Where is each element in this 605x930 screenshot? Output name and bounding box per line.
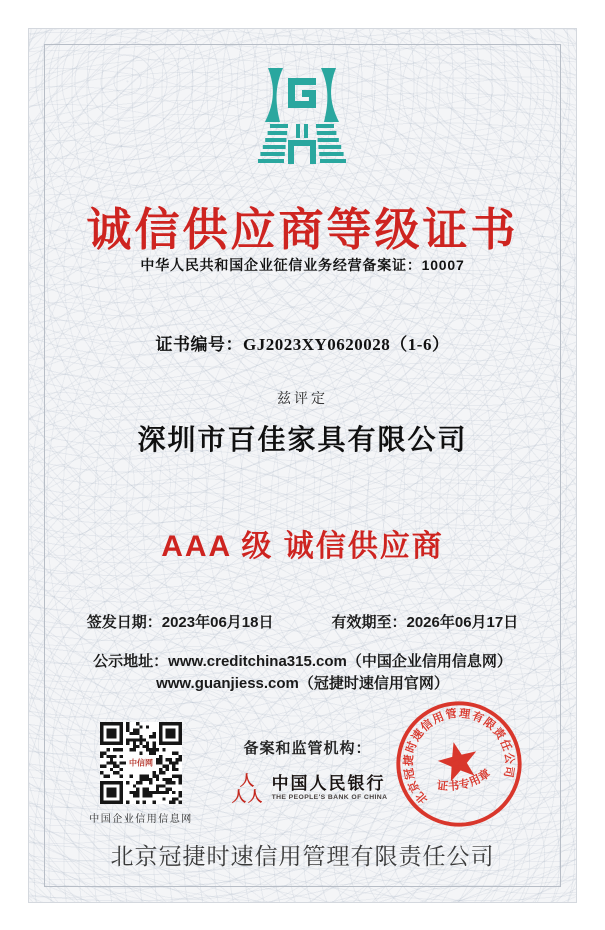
svg-text:人: 人 bbox=[247, 789, 262, 806]
certificate-number bbox=[0, 330, 605, 355]
valid-until-date: 有效期至：2026年06月17日 bbox=[331, 614, 519, 631]
page-title: 诚信供应商等级证书 bbox=[86, 204, 519, 255]
grade-title: AAA 级 诚信供应商 bbox=[161, 530, 444, 563]
qr-code bbox=[100, 722, 182, 804]
filing-subtitle: 中华人民共和国企业征信业务经营备案证：10007 bbox=[140, 257, 465, 273]
regulator-label: 备案和监管机构： bbox=[243, 741, 372, 757]
bank-name-cn: 中国人民银行 bbox=[271, 774, 386, 794]
company-name: 深圳市百佳家具有限公司 bbox=[137, 425, 468, 456]
seal-ring-text: 北京冠捷时速信用管理有限责任公司 bbox=[402, 707, 516, 806]
seal-bottom-text: 证书专用章 bbox=[436, 767, 494, 794]
certificate-number-value: GJ2023XY0620028（1-6） bbox=[243, 335, 450, 354]
logo-glyph bbox=[258, 68, 346, 164]
guanjie-logo bbox=[258, 68, 346, 166]
certificate-number-label: 证书编号： bbox=[155, 335, 244, 354]
pboc-block bbox=[218, 770, 398, 806]
address-line-2: www.guanjiess.com（冠捷时速信用官网） bbox=[156, 675, 449, 692]
bank-names bbox=[272, 774, 388, 801]
issue-date: 签发日期：2023年06月18日 bbox=[86, 614, 274, 631]
decree-text: 兹评定 bbox=[277, 392, 328, 407]
bank-name-en: THE PEOPLE'S BANK OF CHINA bbox=[271, 793, 388, 801]
footer-company-name: 北京冠捷时速信用管理有限责任公司 bbox=[110, 843, 495, 869]
svg-text:人: 人 bbox=[231, 789, 246, 806]
dates-row bbox=[0, 611, 605, 632]
address-line-1: 公示地址：www.creditchina315.com（中国企业信用信息网） bbox=[93, 653, 512, 670]
qr-center-label: 中信网 bbox=[129, 758, 153, 768]
svg-text:人: 人 bbox=[239, 773, 254, 790]
pboc-emblem-icon bbox=[229, 770, 265, 806]
qr-caption: 中国企业信用信息网 bbox=[89, 814, 193, 825]
